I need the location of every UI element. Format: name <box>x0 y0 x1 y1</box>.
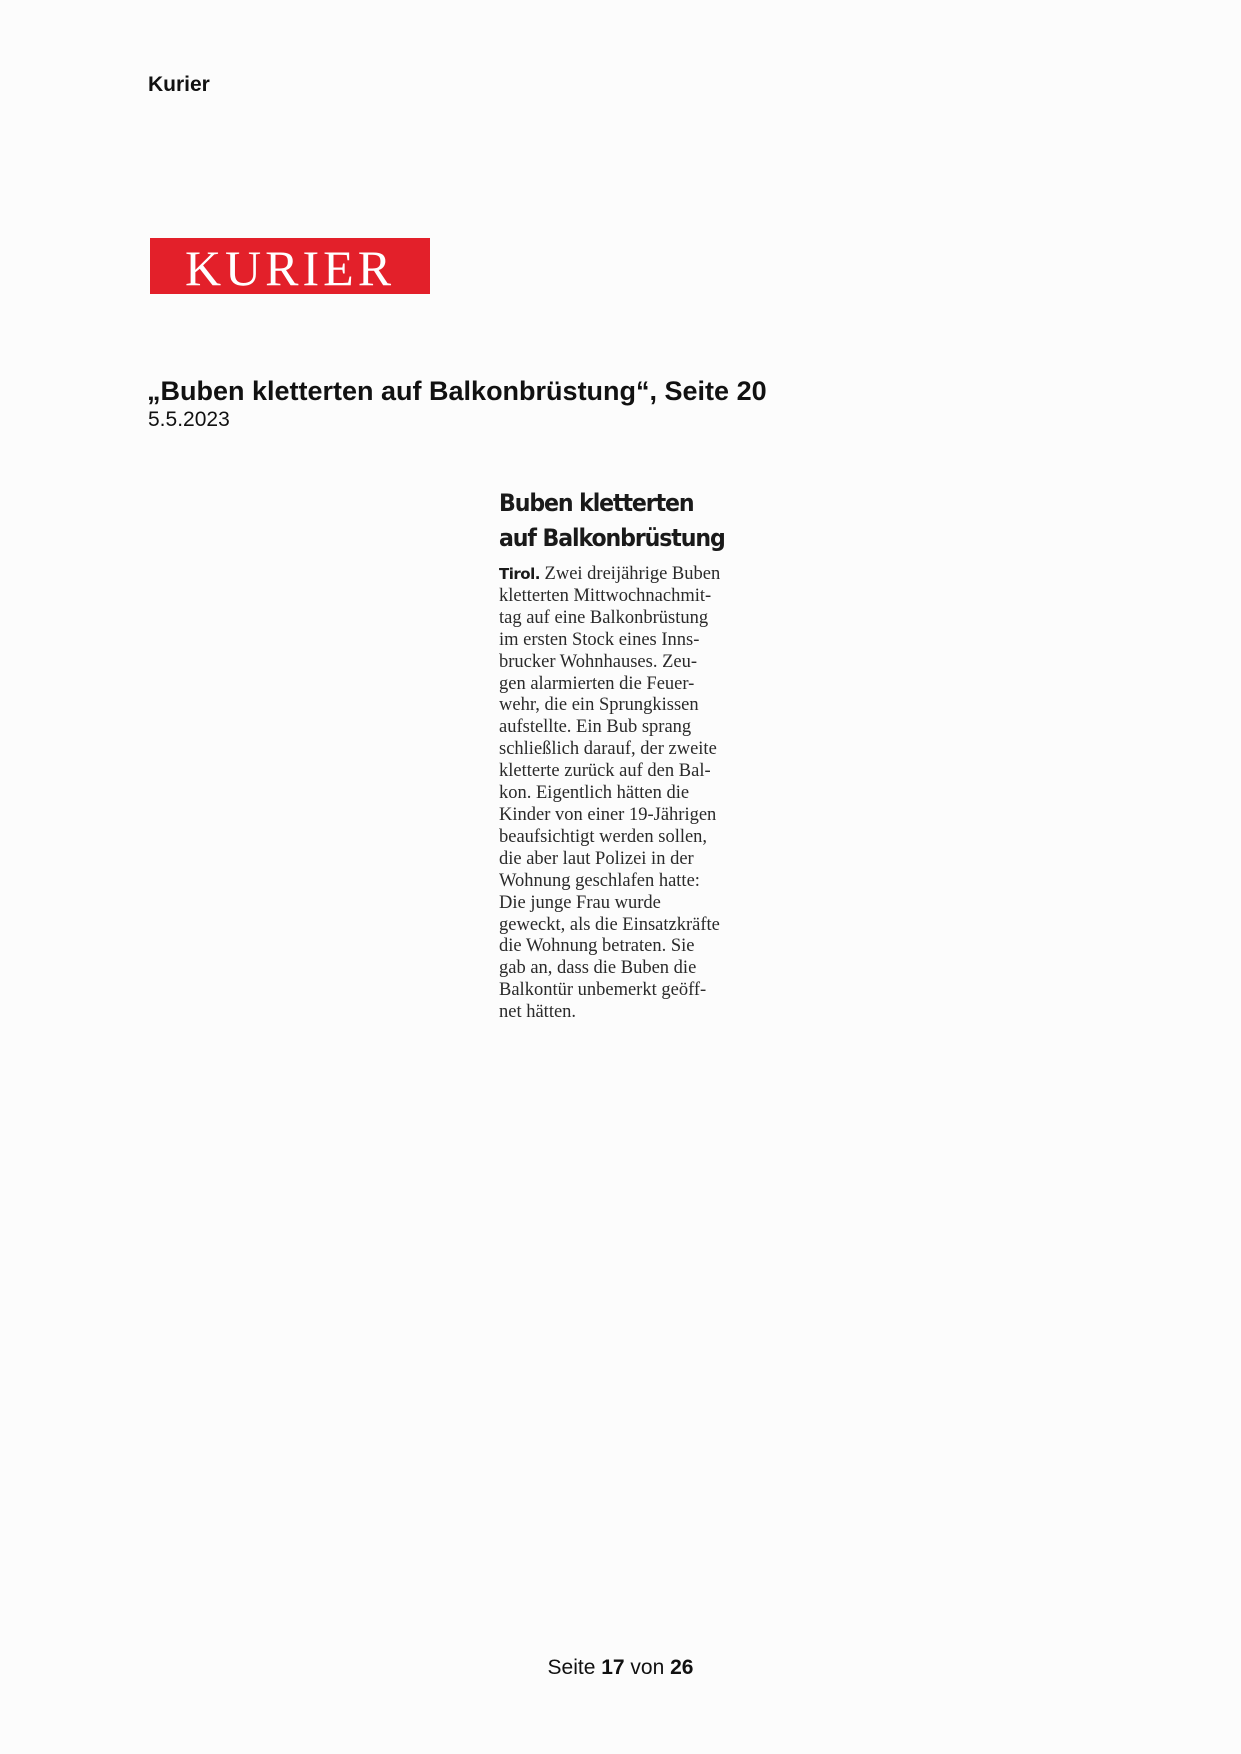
total-pages-number: 26 <box>670 1656 694 1679</box>
body-line: im ersten Stock eines Inns- <box>499 629 700 650</box>
body-line: Wohnung geschlafen hatte: <box>499 870 700 891</box>
newspaper-clipping <box>499 486 749 1024</box>
body-line: tag auf eine Balkonbrüstung <box>499 607 709 628</box>
body-line: Die junge Frau wurde <box>499 892 661 913</box>
page-prefix: Seite <box>547 1656 602 1679</box>
body-line <box>499 564 749 586</box>
body-line: die aber laut Polizei in der <box>499 848 694 869</box>
clipping-headline <box>499 486 729 556</box>
body-line: wehr, die ein Sprungkissen <box>499 695 699 716</box>
body-line: aufstellte. Ein Bub sprang <box>499 717 692 738</box>
body-text: Zwei dreijährige Buben <box>539 564 721 584</box>
body-line: brucker Wohnhauses. Zeu- <box>499 651 698 672</box>
page-footer <box>0 1656 1241 1680</box>
clipping-body <box>499 564 749 1024</box>
body-line: gab an, dass die Buben die <box>499 958 697 979</box>
body-line: kletterte zurück auf den Bal- <box>499 761 711 782</box>
document-date: 5.5.2023 <box>148 408 230 431</box>
source-label: Kurier <box>148 73 210 96</box>
logo-text: KURIER <box>184 240 396 296</box>
body-line: beaufsichtigt werden sollen, <box>499 826 708 847</box>
headline-line: Buben kletterten <box>499 489 694 517</box>
body-line: gen alarmierten die Feuer- <box>499 673 695 694</box>
body-line: Balkontür unbemerkt geöff- <box>499 980 707 1001</box>
body-line: schließlich darauf, der zweite <box>499 739 717 760</box>
body-line: Kinder von einer 19-Jährigen <box>499 804 717 825</box>
dateline-lead: Tirol. <box>499 565 540 583</box>
body-line: die Wohnung betraten. Sie <box>499 936 695 957</box>
body-line: kletterten Mittwochnachmit- <box>499 585 712 606</box>
headline-line: auf Balkonbrüstung <box>499 524 725 552</box>
current-page-number: 17 <box>601 1656 625 1679</box>
kurier-logo <box>150 238 430 294</box>
page-middle: von <box>624 1656 671 1679</box>
body-line: net hätten. <box>499 1002 577 1023</box>
body-line: kon. Eigentlich hätten die <box>499 783 690 804</box>
document-title: „Buben kletterten auf Balkonbrüstung“, Seite 20 <box>147 376 767 406</box>
body-line: geweckt, als die Einsatzkräfte <box>499 914 720 935</box>
